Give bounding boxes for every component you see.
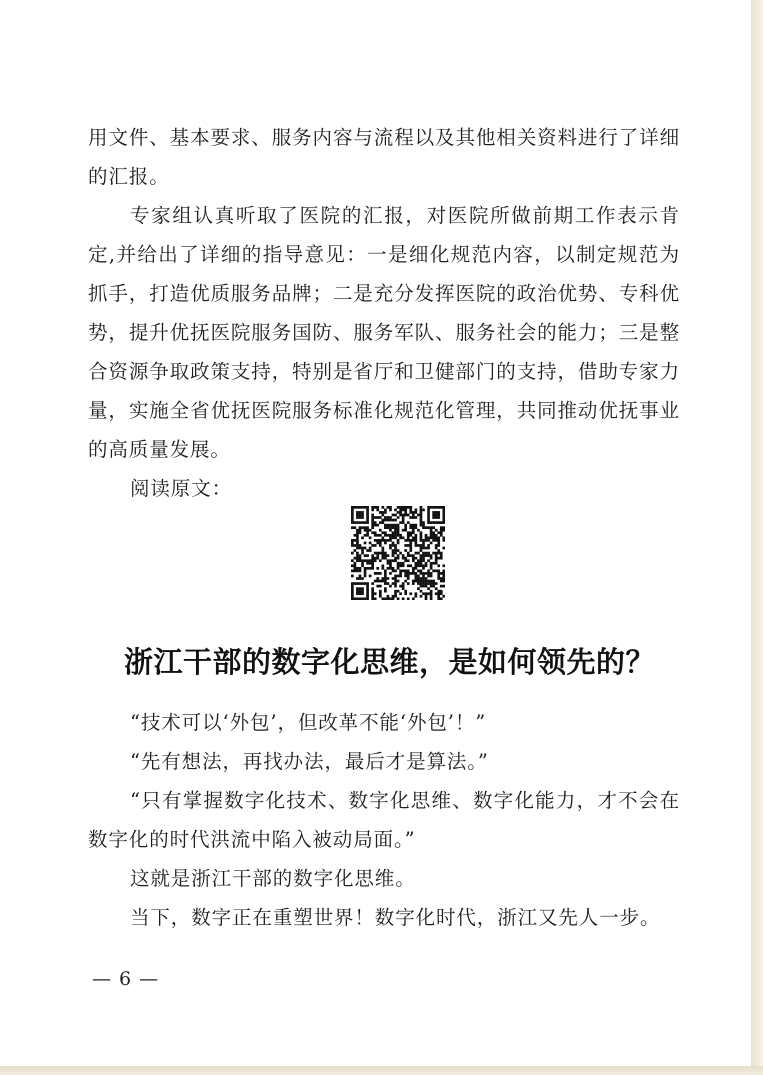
paragraph-now: 当下，数字正在重塑世界！数字化时代，浙江又先人一步。 (130, 906, 661, 929)
article-title: 浙江干部的数字化思维，是如何领先的？ (124, 645, 656, 679)
quote-idea-method-algorithm: “先有想法，再找办法，最后才是算法。” (130, 750, 489, 773)
page-number: — 6 — (92, 968, 160, 990)
page-edge-right (751, 0, 763, 1075)
qr-code[interactable] (351, 506, 445, 600)
page-edge-bottom (0, 1066, 763, 1075)
read-original-label: 阅读原文： (130, 477, 233, 500)
paragraph-continuation: 用文件、基本要求、服务内容与流程以及其他相关资料进行了详细的汇报。 (88, 126, 680, 188)
paragraph-expert-opinion: 专家组认真听取了医院的汇报，对医院所做前期工作表示肯定,并给出了详细的指导意见：一是细化规范内容，以制定规范为抓手，打造优质服务品牌；二是充分发挥医院的政治优势、专科优势，提升优抚医院服务国防、服务军队、服务社会的能力；三是整合资源争取政策支持，特别是省厅和卫健部门的支持，借助专家力量，实施全省优抚医院服务标准化规范化管理，共同推动优抚事业的高质量发展。 (88, 204, 680, 461)
quote-outsourcing: “技术可以‘外包’，但改革不能‘外包’！” (130, 711, 487, 734)
paragraph-summary: 这就是浙江干部的数字化思维。 (130, 867, 416, 890)
quote-digital-capability: “只有掌握数字化技术、数字化思维、数字化能力，才不会在数字化的时代洪流中陷入被动局面。” (88, 789, 680, 851)
qr-code-icon (351, 506, 445, 600)
